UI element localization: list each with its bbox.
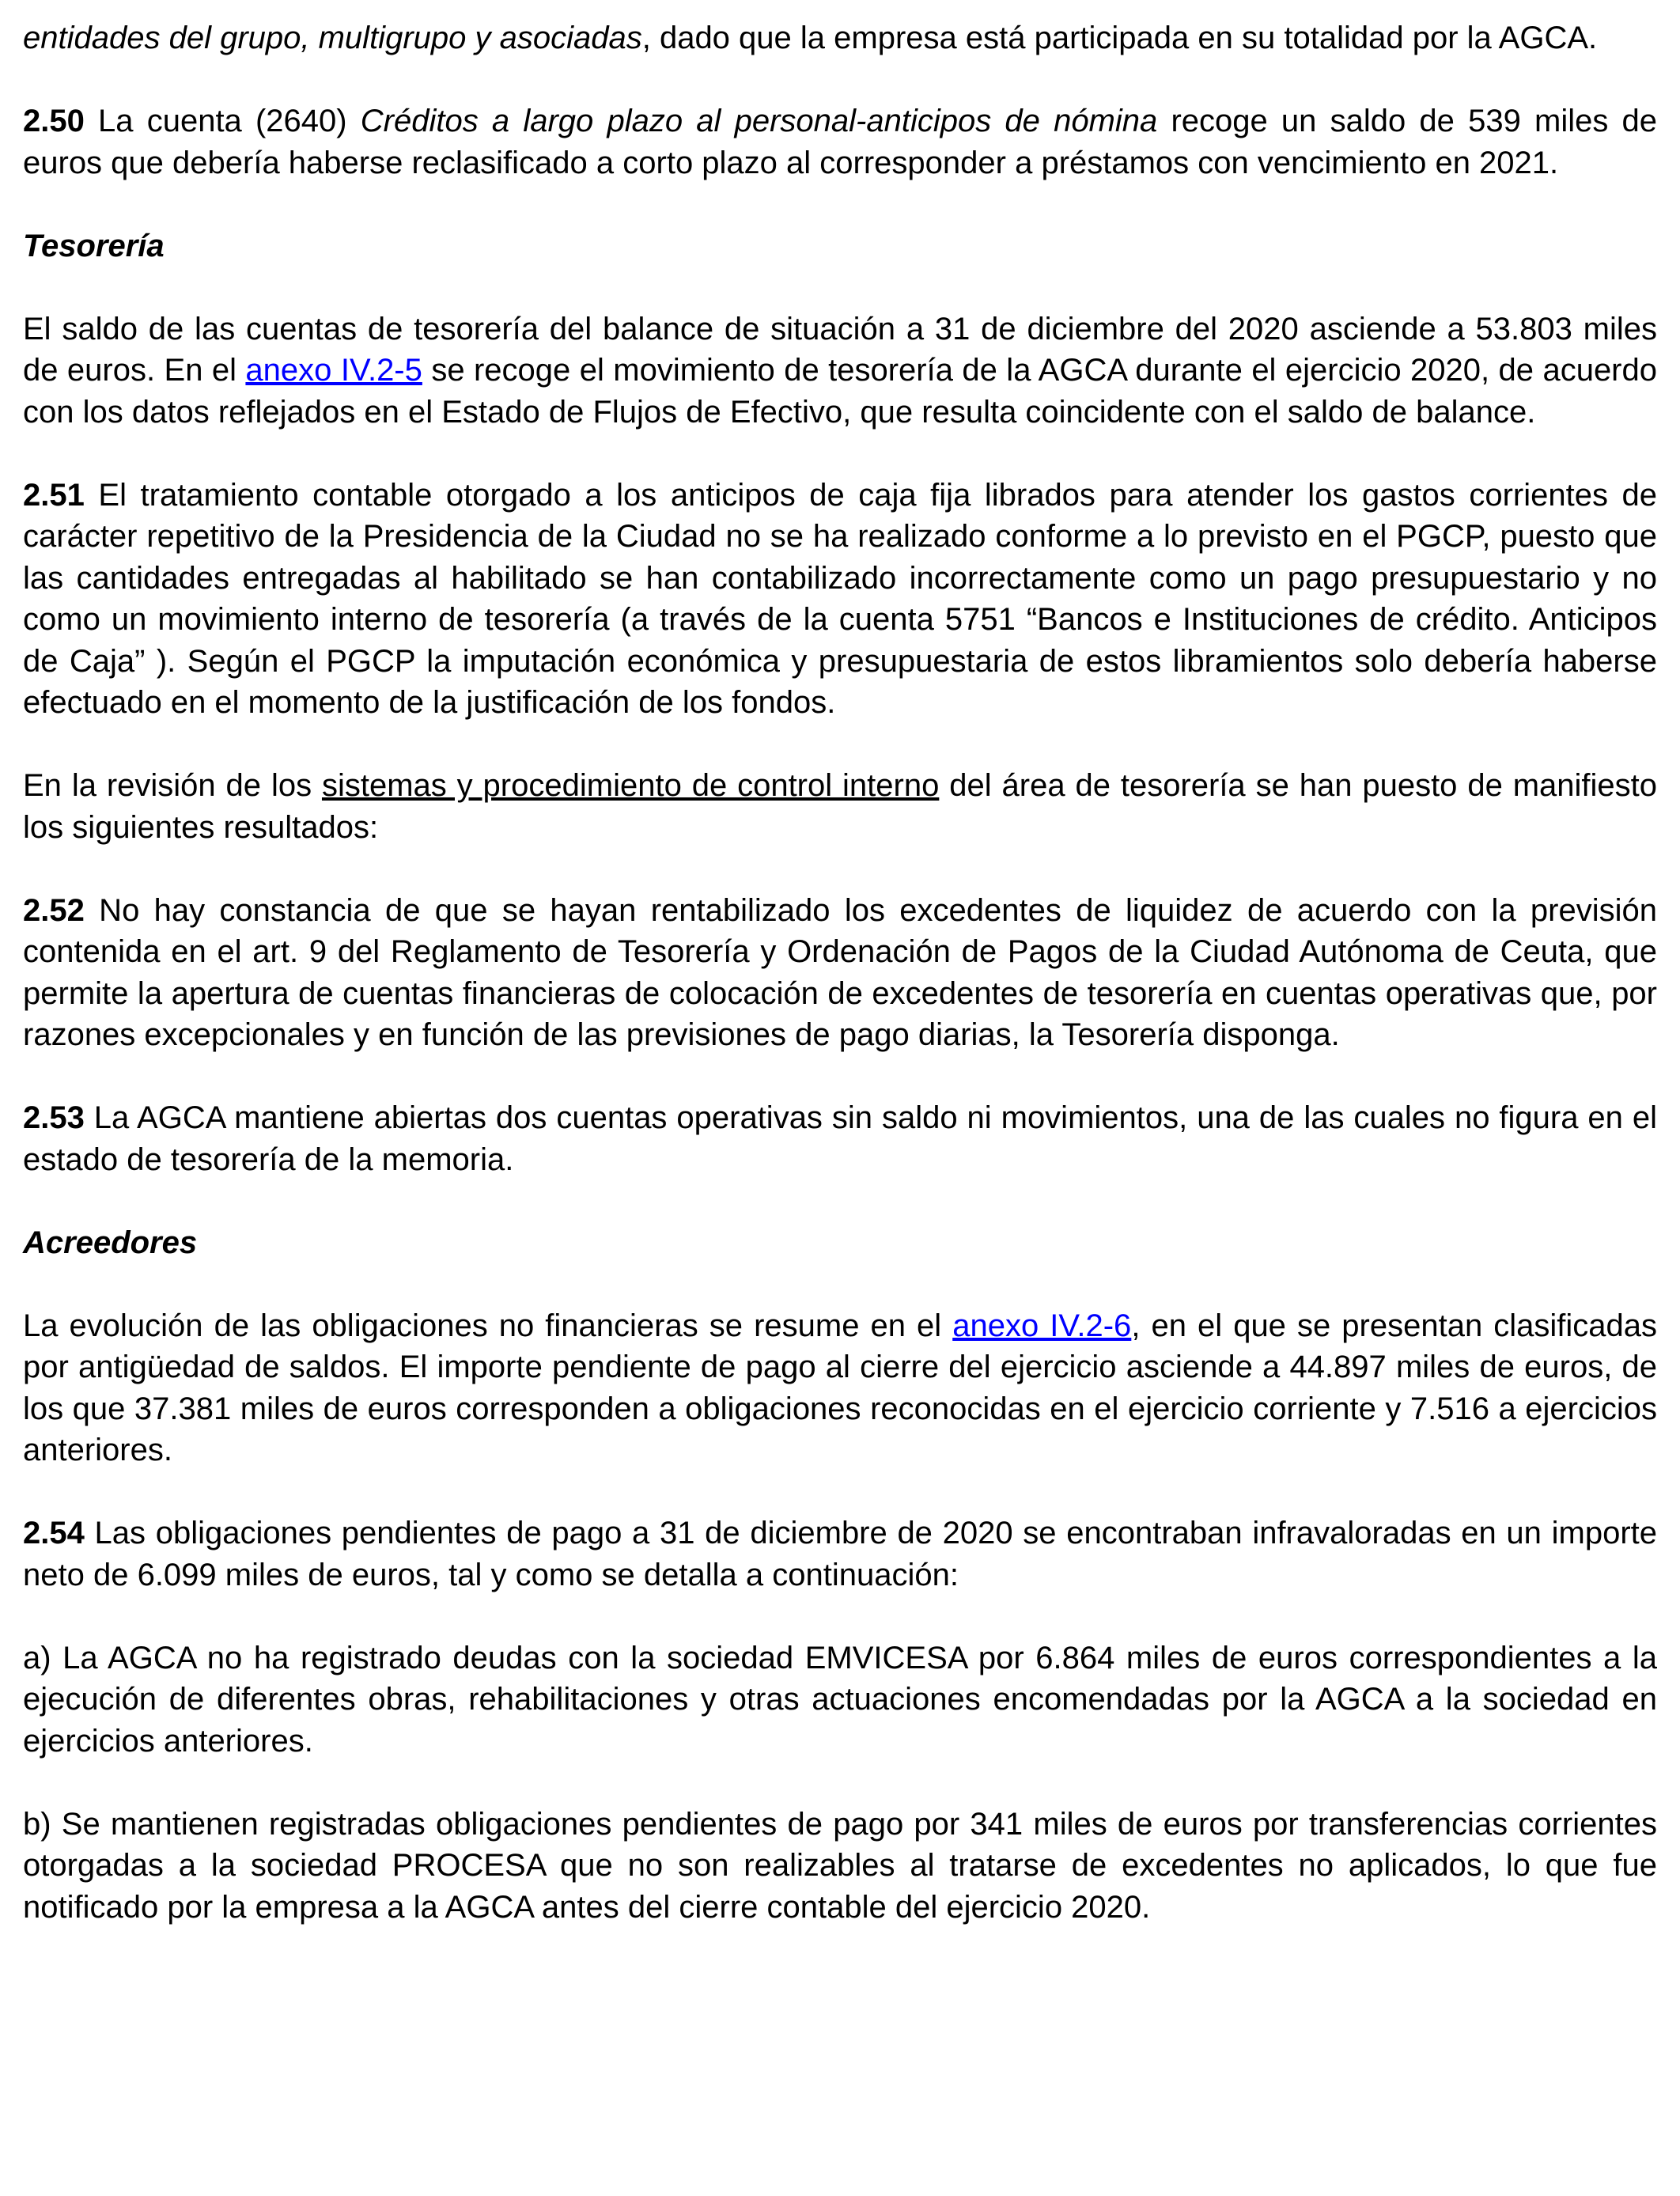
paragraph-2-53: [23, 1097, 1657, 1180]
text-run: La evolución de las obligaciones no financieras se resume en el: [23, 1308, 953, 1343]
heading-acreedores: Acreedores: [23, 1225, 198, 1260]
text-run: , en el que se presentan clasificadas por antigüedad de saldos. El importe pendiente de pago al cierre del ejercicio asciende a 44.897 miles de euros, de los que 37.381 miles de euros corresponden a obligaciones reconocidas en el ejercicio corriente y 7.516 a ejercicios anteriores.: [23, 1308, 1657, 1467]
text-run: El tratamiento contable otorgado a los anticipos de caja fija librados para atender los gastos corrientes de carácter repetitivo de la Presidencia de la Ciudad no se ha realizado conforme a lo previsto en el PGCP, puesto que las cantidades entregadas al habilitado se han contabilizado incorrectamente como un pago presupuestario y no como un movimiento interno de tesorería (a través de la cuenta 5751 “Bancos e Instituciones de crédito. Anticipos de Caja” ). Según el PGCP la imputación económica y presupuestaria de estos libramientos solo debería haberse efectuado en el momento de la justificación de los fondos.: [23, 477, 1657, 720]
text-run: No hay constancia de que se hayan rentabilizado los excedentes de liquidez de acuerdo con la previsión contenida en el art. 9 del Reglamento de Tesorería y Ordenación de Pagos de la Ciudad Autónoma de Ceuta, que permite la apertura de cuentas financieras de colocación de excedentes de tesorería en cuentas operativas que, por razones excepcionales y en función de las previsiones de pago diarias, la Tesorería disponga.: [23, 892, 1657, 1052]
point-number: 2.52: [23, 892, 85, 928]
text-run: , dado que la empresa está participada en su totalidad por la AGCA.: [641, 21, 1598, 55]
text-run: El saldo de las cuentas de tesorería del balance de situación a 31 de diciembre del 2020 asciende a 53.803 miles de euros. En el: [23, 311, 1657, 388]
text-run: se recoge el movimiento de tesorería de la AGCA durante el ejercicio 2020, de acuerdo con los datos reflejados en el Estado de Flujos de Efectivo, que resulta coincidente con el saldo de balance.: [23, 353, 1657, 430]
text-run: La cuenta (2640): [84, 104, 361, 138]
italic-run: entidades del grupo, multigrupo y asociadas: [23, 21, 642, 55]
point-number: 2.50: [23, 104, 85, 138]
text-run: b) Se mantienen registradas obligaciones pendientes de pago por 341 miles de euros por transferencias corrientes otorgadas a la sociedad PROCESA que no son realizables al tratarse de excedentes no aplicados, lo que fue notificado por la empresa a la AGCA antes del cierre contable del ejercicio 2020.: [23, 1806, 1657, 1925]
paragraph-item-a: [23, 1638, 1657, 1762]
text-run: La AGCA mantiene abiertas dos cuentas operativas sin saldo ni movimientos, una de las cuales no figura en el estado de tesorería de la memoria.: [23, 1100, 1657, 1177]
heading-tesoreria: Tesorería: [23, 228, 165, 263]
paragraph-2-50: [23, 100, 1657, 184]
text-run: a) La AGCA no ha registrado deudas con la sociedad EMVICESA por 6.864 miles de euros correspondientes a la ejecución de diferentes obras, rehabilitaciones y otras actuaciones encomendadas por la AGCA a la sociedad en ejercicios anteriores.: [23, 1640, 1657, 1759]
text-run: En la revisión de los: [23, 768, 322, 803]
paragraph-evolucion-obligaciones: [23, 1305, 1657, 1471]
text-run: del área de tesorería se han puesto de manifiesto los siguientes resultados:: [23, 768, 1658, 845]
paragraph-2-52: [23, 890, 1657, 1056]
point-number: 2.51: [23, 477, 85, 513]
text-run: recoge un saldo de 539 miles de euros que debería haberse reclasificado a corto plazo al corresponder a préstamos con vencimiento en 2021.: [23, 104, 1658, 180]
paragraph-saldo-tesoreria: [23, 309, 1657, 434]
paragraph-revision-control-interno: [23, 765, 1657, 848]
link-anexo-iv2-5[interactable]: anexo IV.2-5: [245, 353, 422, 388]
paragraph-item-b: [23, 1804, 1657, 1929]
text-run: Las obligaciones pendientes de pago a 31 de diciembre de 2020 se encontraban infravaloradas en un importe neto de 6.099 miles de euros, tal y como se detalla a continuación:: [23, 1516, 1657, 1592]
account-name-italic-run: Créditos a largo plazo al personal-anticipos de nómina: [360, 104, 1158, 138]
point-number: 2.53: [23, 1100, 85, 1135]
point-number: 2.54: [23, 1516, 85, 1550]
link-anexo-iv2-6[interactable]: anexo IV.2-6: [952, 1308, 1132, 1343]
paragraph-2-51: [23, 475, 1657, 724]
paragraph-grupo-fragment: [23, 17, 1657, 59]
paragraph-2-54: [23, 1513, 1657, 1596]
underlined-run: sistemas y procedimiento de control interno: [321, 768, 940, 803]
